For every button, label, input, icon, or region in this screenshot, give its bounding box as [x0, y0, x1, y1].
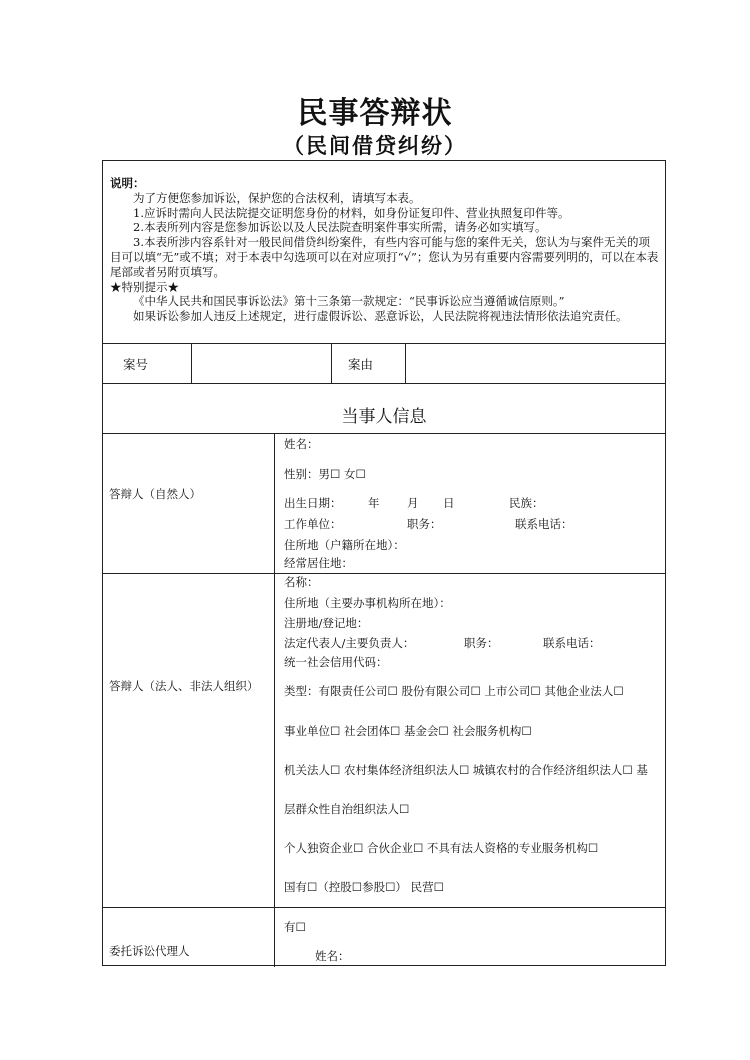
- birth-year-label: 年: [368, 496, 380, 510]
- instruction-line: 为了方便您参加诉讼，保护您的合法权利，请填写本表。: [133, 190, 421, 205]
- ownership-options[interactable]: 国有☐（控股☐参股☐） 民营☐: [284, 880, 444, 894]
- org-type-options[interactable]: 个人独资企业☐ 合伙企业☐ 不具有法人资格的专业服务机构☐: [284, 841, 599, 855]
- special-notice-line: 《中华人民共和国民事诉讼法》第十三条第一款规定：“民事诉讼应当遵循诚信原则。”: [133, 294, 565, 309]
- special-notice-heading: ★特别提示★: [110, 279, 179, 294]
- habitual-residence-field[interactable]: 经常居住地：: [284, 556, 353, 570]
- column-divider: [191, 343, 192, 383]
- column-divider: [405, 343, 406, 383]
- case-number-field[interactable]: [193, 347, 329, 379]
- instruction-line: 1.应诉时需向人民法院提交证明您身份的材料，如身份证复印件、营业执照复印件等。: [133, 205, 570, 220]
- birth-date-field[interactable]: 出生日期：: [284, 496, 342, 510]
- document-subtitle: （民间借贷纠纷）: [283, 133, 467, 158]
- natural-person-label: 答辩人（自然人）: [109, 487, 201, 501]
- column-divider: [331, 343, 332, 383]
- residence-field[interactable]: 住所地（户籍所在地）：: [284, 538, 405, 552]
- org-type-options[interactable]: 层群众性自治组织法人☐: [284, 802, 410, 816]
- section-title: 当事人信息: [341, 407, 427, 427]
- agent-label: 委托诉讼代理人: [109, 944, 190, 958]
- instruction-line: 2.本表所列内容是您参加诉讼以及人民法院查明案件事实所需，请务必如实填写。: [133, 220, 547, 235]
- instruction-line: 3.本表所涉内容系针对一般民间借贷纠纷案件，有些内容可能与您的案件无关，您认为与案件无关的项目可以填“无”或不填；对于本表中勾选项可以在对应项打“√”；您认为另有重要内容需要列明的，可以在本表尾部或者另附页填写。: [110, 235, 659, 279]
- org-type-options[interactable]: 类型：有限责任公司☐ 股份有限公司☐ 上市公司☐ 其他企业法人☐: [284, 684, 624, 698]
- case-cause-label: 案由: [348, 357, 374, 372]
- birth-day-label: 日: [443, 496, 455, 510]
- row-divider: [103, 573, 665, 574]
- registered-place-field[interactable]: 注册地/登记地：: [284, 616, 369, 630]
- position-field[interactable]: 职务：: [407, 517, 442, 531]
- org-type-options[interactable]: 机关法人☐ 农村集体经济组织法人☐ 城镇农村的合作经济组织法人☐ 基: [284, 763, 648, 777]
- name-field[interactable]: 姓名：: [284, 437, 319, 451]
- case-number-label: 案号: [123, 357, 149, 372]
- agent-has-checkbox[interactable]: 有☐: [284, 920, 306, 934]
- org-position-field[interactable]: 职务：: [464, 636, 499, 650]
- agent-name-field[interactable]: 姓名：: [315, 949, 350, 963]
- org-address-field[interactable]: 住所地（主要办事机构所在地）：: [284, 596, 451, 610]
- case-cause-field[interactable]: [407, 347, 657, 379]
- phone-field[interactable]: 联系电话：: [515, 517, 573, 531]
- instructions-heading: 说明：: [110, 176, 145, 190]
- row-divider: [103, 343, 665, 344]
- gender-field[interactable]: 性别：男☐ 女☐: [284, 467, 366, 481]
- legal-person-label: 答辩人（法人、非法人组织）: [109, 679, 259, 693]
- special-notice-line: 如果诉讼参加人违反上述规定，进行虚假诉讼、恶意诉讼，人民法院将视违法情形依法追究责任。: [133, 309, 628, 324]
- row-divider: [103, 907, 665, 908]
- column-divider: [274, 433, 275, 967]
- org-type-options[interactable]: 事业单位☐ 社会团体☐ 基金会☐ 社会服务机构☐: [284, 724, 532, 738]
- org-phone-field[interactable]: 联系电话：: [543, 636, 601, 650]
- employer-field[interactable]: 工作单位：: [284, 517, 342, 531]
- document-title: 民事答辩状: [297, 96, 453, 131]
- org-name-field[interactable]: 名称：: [284, 575, 319, 589]
- birth-month-label: 月: [407, 496, 419, 510]
- credit-code-field[interactable]: 统一社会信用代码：: [284, 655, 388, 669]
- form-table: [102, 160, 666, 966]
- instructions-block: [110, 176, 660, 324]
- ethnicity-field[interactable]: 民族：: [509, 496, 544, 510]
- row-divider: [103, 383, 665, 384]
- legal-representative-field[interactable]: 法定代表人/主要负责人：: [284, 636, 415, 650]
